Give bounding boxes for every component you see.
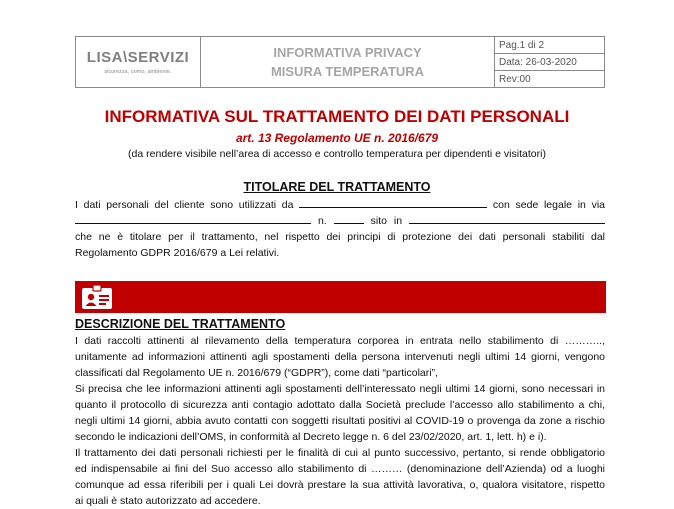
header-meta	[495, 37, 604, 87]
descr-line: ai quali è stato autorizzato ad accedere.	[75, 495, 261, 507]
descr-line: ed indispensabile ai fini del Suo accesso allo stabilimento di ……… (denominazione dell’Azienda) od a luoghi	[75, 463, 605, 475]
titolare-paragraph	[75, 197, 605, 261]
titolare-line-2: n. sito in	[75, 213, 605, 229]
company-name-field[interactable]	[299, 197, 487, 208]
descr-line: secondo le indicazioni dell’OMS, in conformità al Decreto legge n. 6 del 23/02/2020, art. 1, lett. h) e i).	[75, 431, 547, 443]
descr-line: Il trattamento dei dati personali richiesti per le finalità di cui al punto successivo, pertanto, si rende obbligatorio	[75, 447, 605, 459]
descr-line: classificati dal Regolamento UE n. 2016/679 (“GDPR”), come dati “particolari”,	[75, 367, 438, 379]
titolare-line-1: I dati personali del cliente sono utilizzati da con sede legale in via	[75, 199, 605, 211]
section-banner	[75, 281, 606, 313]
page-title: INFORMATIVA SUL TRATTAMENTO DEI DATI PERSONALI	[104, 107, 570, 126]
descrizione-paragraph-2	[75, 445, 605, 509]
descr-line: quanto il protocollo di sicurezza anti contagio adottato dalla Società preclude l’accesso allo stabilimento a chi,	[75, 399, 605, 411]
logo-tagline: sicurezza, uomo, ambiente.	[104, 69, 172, 75]
titolare-heading: TITOLARE DEL TRATTAMENTO	[243, 180, 431, 194]
header-title	[201, 37, 495, 87]
descrizione-heading: DESCRIZIONE DEL TRATTAMENTO	[75, 317, 286, 331]
header-title-line1: INFORMATIVA PRIVACY	[273, 45, 422, 60]
descr-line: comunque ad essa riferibili per i quali Lei dovrà prestare la sua attività lavorativa, o, qualora visitatore, rispetto	[75, 479, 605, 491]
street-number-field[interactable]	[334, 213, 364, 224]
titolare-line-3: che ne è titolare per il trattamento, nel rispetto dei principi di protezione dei dati personali stabiliti dal	[75, 231, 605, 243]
page-number: Pag.1 di 2	[495, 37, 604, 54]
descrizione-paragraph-1	[75, 333, 605, 445]
descr-line: I dati raccolti attinenti al rilevamento della temperatura corporea in entrata nello stabilimento di ………..,	[75, 335, 605, 347]
document-date: Data: 26-03-2020	[495, 54, 604, 71]
page-subtitle: art. 13 Regolamento UE n. 2016/679	[235, 131, 439, 145]
document-header	[75, 36, 605, 88]
logo-text: LISA\SERVIZI	[86, 49, 190, 66]
id-card-icon	[81, 284, 113, 310]
descr-line: Si precisa che lee informazioni attinenti agli spostamenti dell’interessato negli ultimi 14 giorni, sono necessari in	[75, 383, 605, 395]
header-title-line2: MISURA TEMPERATURA	[270, 64, 425, 79]
descr-line: unitamente ad informazioni attinenti agli spostamenti della persona intervenuti negli ultimi 14 giorni, vengono	[75, 351, 605, 363]
site-location-field[interactable]	[409, 213, 605, 224]
titolare-line-4: Regolamento GDPR 2016/679 a Lei relativi.	[75, 247, 280, 259]
street-field[interactable]	[75, 213, 311, 224]
visibility-note: (da rendere visibile nell’area di accesso e controllo temperatura per dipendenti e visitatori)	[128, 148, 546, 160]
company-logo	[76, 37, 201, 87]
descr-line: negli ultimi 14 giorni, abbia avuto contatti con soggetti risultati positivi al COVID-19 o provenga da zone a rischio	[75, 415, 605, 427]
revision: Rev:00	[499, 73, 531, 85]
